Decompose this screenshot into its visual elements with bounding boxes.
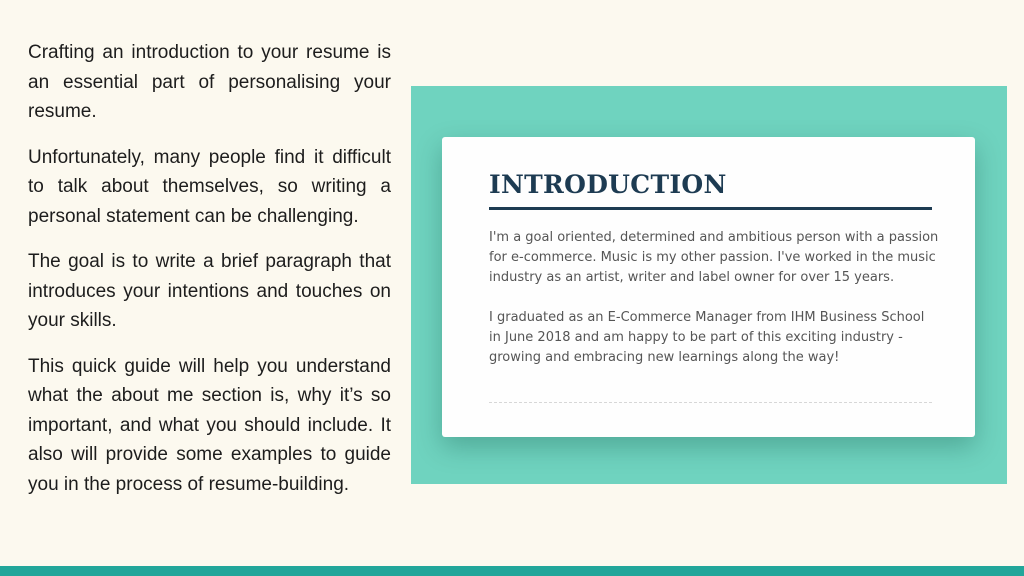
body-text-column xyxy=(28,38,391,515)
resume-intro-card xyxy=(442,137,975,437)
card-dotted-divider xyxy=(489,402,932,403)
paragraph-intro: Crafting an introduction to your resume is an essential part of personalising your resume. xyxy=(28,42,391,122)
paragraph-guide: This quick guide will help you understand what the about me section is, why it’s so important, and what you should include. It also will provide some examples to guide you in the process of resume-building. xyxy=(28,355,391,495)
card-title: INTRODUCTION xyxy=(489,170,727,199)
example-image-panel xyxy=(411,86,1007,484)
card-paragraph-2: I graduated as an E-Commerce Manager from IHM Business School in June 2018 and am happy to be part of this exciting industry - growing and embracing new learnings along the way! xyxy=(489,310,925,365)
paragraph-difficulty: Unfortunately, many people find it difficult to talk about themselves, so writing a personal statement can be challenging. xyxy=(28,146,391,227)
title-underline xyxy=(489,207,932,210)
card-body xyxy=(489,228,939,388)
bottom-accent-bar xyxy=(0,566,1024,576)
card-paragraph-1: I'm a goal oriented, determined and ambitious person with a passion for e-commerce. Music is my other passion. I've worked in the music industry as an artist, writer and label owner for over 15 years. xyxy=(489,230,939,285)
paragraph-goal: The goal is to write a brief paragraph that introduces your intentions and touches on your skills. xyxy=(28,251,391,331)
